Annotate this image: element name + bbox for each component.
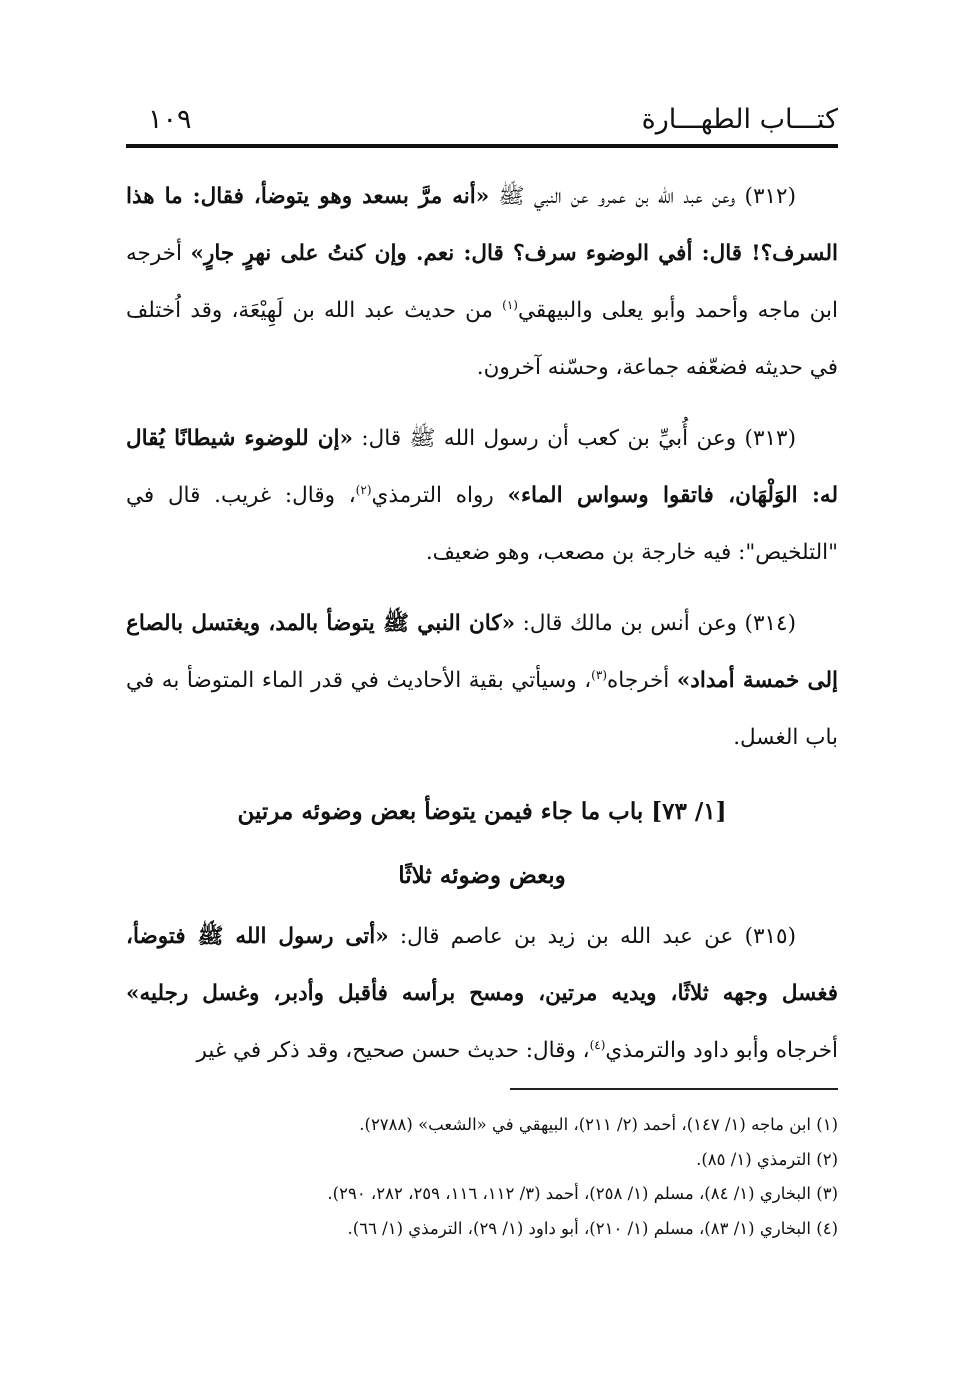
hadith-comment: ، وسيأتي بقية الأحاديث في قدر الماء المتوضأ به في باب الغسل. [126,668,838,750]
footnote-4: (٤) البخاري (١/ ٨٣)، مسلم (١/ ٢١٠)، أبو داود (١/ ٢٩)، الترمذي (١/ ٦٦). [347,1218,838,1238]
section-heading-line1: [١/ ٧٣] باب ما جاء فيمن يتوضأ بعض وضوئه مرتين [237,798,727,825]
hadith-quote: «أتى رسول الله ﷺ فتوضأ، فغسل وجهه ثلاثًا، ويديه مرتين، ومسح برأسه فأقبل وأدبر، وغسل رجليه» [126,924,838,1006]
hadith-quote: «أنه مرَّ بسعد وهو يتوضأ، فقال: ما هذا السرف؟! قال: أفي الوضوء سرف؟ قال: نعم. وإن كنتُ على نهرٍ جارٍ» [126,184,839,266]
hadith-intro: (٣١٢) وعن عبد الله بن عمرو عن النبي ﷺ [489,184,796,209]
section-heading [126,780,838,908]
hadith-source: أخرجاه وأبو داود والترمذي [605,1038,838,1063]
hadith-comment: من حديث عبد الله بن لَهِيْعَة، وقد اُختلف في حديثه فضعّفه جماعة، وحسّنه آخرون. [126,298,838,380]
hadith-intro: (٣١٤) وعن أنس بن مالك قال: [515,611,796,636]
footnote-ref: (٢) [355,482,372,497]
footnote-2: (٢) الترمذي (١/ ٨٥). [696,1149,838,1169]
footnotes [126,1108,838,1246]
hadith-intro: (٣١٥) عن عبد الله بن زيد بن عاصم قال: [388,924,796,949]
hadith-314 [126,595,838,766]
hadith-source: رواه الترمذي [371,483,508,508]
main-text [126,168,838,1093]
hadith-comment: ، وقال: غريب. قال في "التلخيص": فيه خارجة بن مصعب، وهو ضعيف. [126,483,838,565]
hadith-quote: «إن للوضوء شيطانًا يُقال له: الوَلْهَان، فاتقوا وسواس الماء» [126,426,838,508]
footnote-1: (١) ابن ماجه (١/ ١٤٧)، أحمد (٢/ ٢١١)، البيهقي في «الشعب» (٢٧٨٨). [359,1115,838,1134]
header-rule [126,144,838,148]
footnote-ref: (٤) [589,1037,606,1052]
hadith-quote: «كان النبي ﷺ يتوضأ بالمد، ويغتسل بالصاع إلى خمسة أمداد» [126,611,838,693]
running-header [126,102,838,144]
footnote-ref: (٣) [591,667,607,682]
hadith-source: أخرجاه [607,668,677,693]
footnote-ref: (١) [502,297,518,312]
hadith-source: أخرجه ابن ماجه وأحمد وأبو يعلى والبيهقي [126,241,838,323]
hadith-comment: ، وقال: حديث حسن صحيح، وقد ذكر في غير [196,1038,590,1063]
page-number: ١٠٩ [148,104,192,135]
hadith-313 [126,410,838,581]
footnote-separator [510,1088,838,1090]
section-heading-line2: وبعض وضوئه ثلاثًا [398,862,566,889]
hadith-315 [126,908,838,1079]
hadith-312 [126,168,838,396]
footnote-3: (٣) البخاري (١/ ٨٤)، مسلم (١/ ٢٥٨)، أحمد (٣/ ١١٢، ١١٦، ٢٥٩، ٢٨٢، ٢٩٠). [327,1184,838,1203]
chapter-title: كتـــاب الطهـــارة [641,104,838,135]
hadith-intro: (٣١٣) وعن أُبيِّ بن كعب أن رسول الله ﷺ قال: [352,426,796,451]
